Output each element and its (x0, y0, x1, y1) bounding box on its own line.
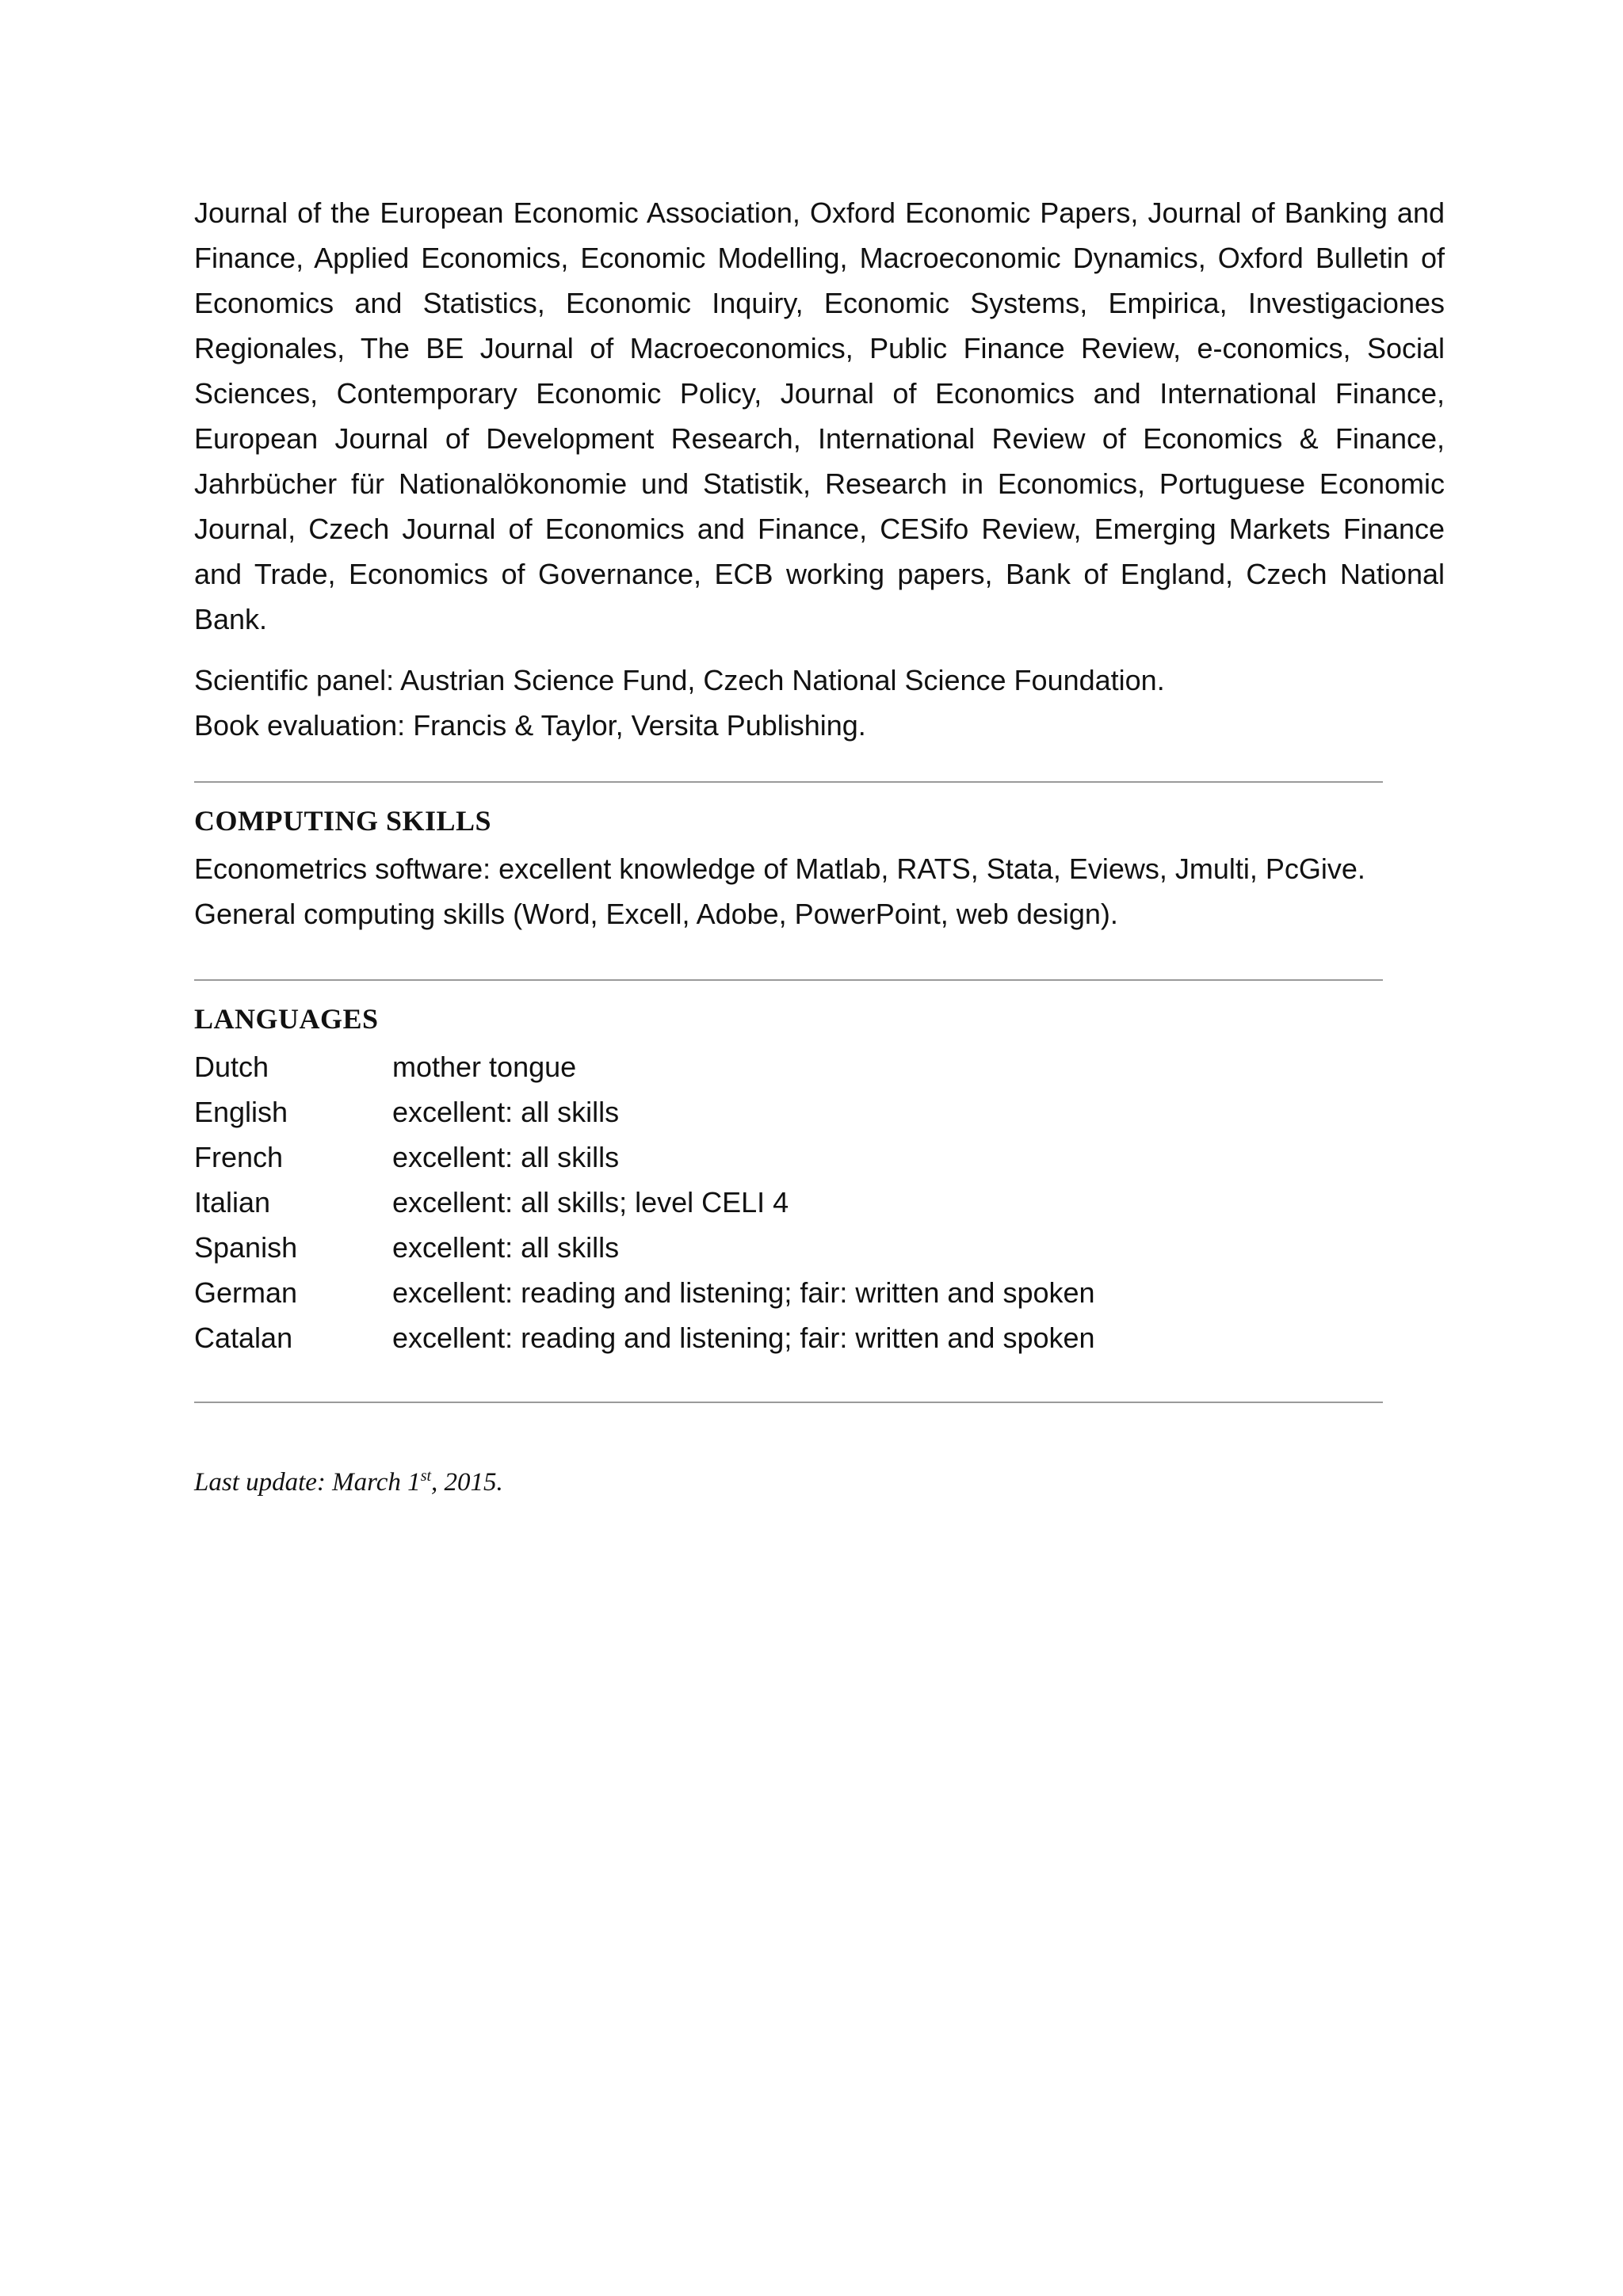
language-row (194, 1270, 1445, 1315)
computing-skills-heading: COMPUTING SKILLS (194, 805, 492, 837)
last-update-note (194, 1465, 1445, 1500)
language-level: excellent: all skills (392, 1231, 620, 1264)
languages-list (194, 1044, 1445, 1360)
last-update-superscript: st (420, 1467, 432, 1485)
language-name: Italian (194, 1186, 271, 1219)
language-row (194, 1089, 1445, 1135)
language-name: Spanish (194, 1231, 298, 1264)
language-name: English (194, 1096, 288, 1128)
section-divider (194, 781, 1383, 783)
language-name: French (194, 1141, 284, 1173)
language-row (194, 1044, 1445, 1089)
general-computing-line: General computing skills (Word, Excell, Adobe, PowerPoint, web design). (194, 898, 1118, 930)
language-row (194, 1315, 1445, 1360)
section-divider (194, 979, 1383, 981)
language-row (194, 1135, 1445, 1180)
last-update-prefix: Last update: March 1 (194, 1468, 421, 1497)
languages-heading: LANGUAGES (194, 1003, 379, 1035)
language-row (194, 1180, 1445, 1225)
reviewing-journals-paragraph: Journal of the European Economic Association, Oxford Economic Papers, Journal of Banking and Finance, Applied Economics, Economic Modelling, Macroeconomic Dynamics, Oxford Bulletin of Economics and Statistics, Economic Inquiry, Economic Systems, Empirica, Investigaciones Regionales, The BE Journal of Macroeconomics, Public Finance Review, e-conomics, Social Sciences, Contemporary Economic Policy, Journal of Economics and International Finance, European Journal of Development Research, International Review of Economics & Finance, Jahrbücher für Nationalökonomie und Statistik, Research in Economics, Portuguese Economic Journal, Czech Journal of Economics and Finance, CESifo Review, Emerging Markets Finance and Trade, Economics of Governance, ECB working papers, Bank of England, Czech National Bank. (194, 196, 1445, 635)
language-level: excellent: reading and listening; fair: written and spoken (392, 1322, 1095, 1354)
language-name: Dutch (194, 1051, 269, 1083)
language-name: Catalan (194, 1322, 293, 1354)
section-divider (194, 1402, 1383, 1403)
language-level: excellent: all skills (392, 1096, 620, 1128)
last-update-suffix: , 2015. (431, 1468, 503, 1497)
book-evaluation-line: Book evaluation: Francis & Taylor, Versita Publishing. (194, 709, 866, 742)
scientific-panel-line: Scientific panel: Austrian Science Fund, Czech National Science Foundation. (194, 664, 1165, 696)
language-level: excellent: reading and listening; fair: written and spoken (392, 1276, 1095, 1309)
econometrics-software-line: Econometrics software: excellent knowledge of Matlab, RATS, Stata, Eviews, Jmulti, PcGive. (194, 852, 1365, 885)
language-name: German (194, 1276, 298, 1309)
language-level: excellent: all skills (392, 1141, 620, 1173)
language-row (194, 1225, 1445, 1270)
cv-page (194, 190, 1445, 1500)
language-level: excellent: all skills; level CELI 4 (392, 1186, 789, 1219)
language-level: mother tongue (392, 1051, 577, 1083)
